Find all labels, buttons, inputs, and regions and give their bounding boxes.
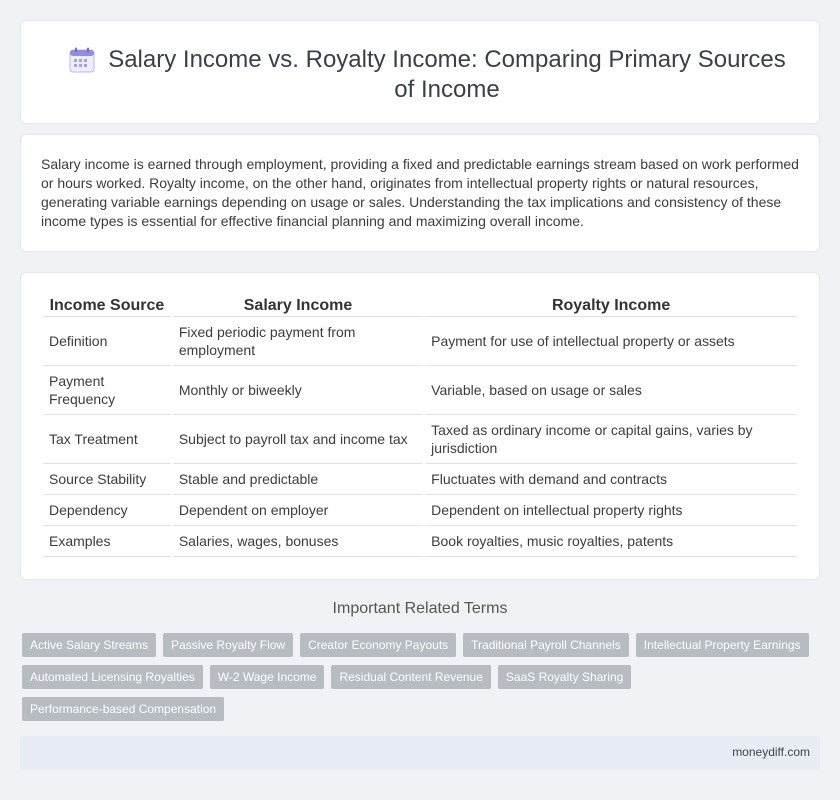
page-title: Salary Income vs. Royalty Income: Comparing Primary Sources of Income	[108, 46, 786, 103]
row-label: Tax Treatment	[43, 415, 171, 464]
related-term-tag[interactable]: Active Salary Streams	[22, 633, 156, 657]
intro-card	[20, 134, 820, 252]
row-label: Definition	[43, 317, 171, 366]
related-terms-list	[22, 633, 822, 729]
royalty-cell: Variable, based on usage or sales	[425, 366, 797, 415]
row-label: Payment Frequency	[43, 366, 171, 415]
related-term-tag[interactable]: Traditional Payroll Channels	[463, 633, 629, 657]
related-term-tag[interactable]: Creator Economy Payouts	[300, 633, 456, 657]
table-row	[43, 317, 797, 366]
table-row	[43, 495, 797, 526]
related-terms-heading: Important Related Terms	[332, 600, 508, 617]
row-label: Dependency	[43, 495, 171, 526]
header-royalty-income: Royalty Income	[425, 295, 797, 317]
table-row	[43, 526, 797, 557]
salary-cell: Stable and predictable	[173, 464, 423, 495]
site-name[interactable]: moneydiff.com	[732, 745, 810, 759]
related-term-tag[interactable]: Intellectual Property Earnings	[636, 633, 809, 657]
salary-cell: Dependent on employer	[173, 495, 423, 526]
footer	[20, 736, 820, 770]
royalty-cell: Dependent on intellectual property rights	[425, 495, 797, 526]
royalty-cell: Book royalties, music royalties, patents	[425, 526, 797, 557]
salary-cell: Fixed periodic payment from employment	[173, 317, 423, 366]
related-term-tag[interactable]: Passive Royalty Flow	[163, 633, 293, 657]
salary-cell: Salaries, wages, bonuses	[173, 526, 423, 557]
royalty-cell: Fluctuates with demand and contracts	[425, 464, 797, 495]
table-row	[43, 464, 797, 495]
royalty-cell: Payment for use of intellectual property or assets	[425, 317, 797, 366]
comparison-card	[20, 272, 820, 580]
table-header-row	[43, 295, 797, 317]
row-label: Source Stability	[43, 464, 171, 495]
salary-cell: Monthly or biweekly	[173, 366, 423, 415]
related-term-tag[interactable]: W-2 Wage Income	[210, 665, 325, 689]
calendar-icon	[69, 47, 95, 73]
title-card	[20, 20, 820, 124]
table-row	[43, 415, 797, 464]
salary-cell: Subject to payroll tax and income tax	[173, 415, 423, 464]
header-salary-income: Salary Income	[173, 295, 423, 317]
row-label: Examples	[43, 526, 171, 557]
intro-paragraph: Salary income is earned through employment, providing a fixed and predictable earnings stream based on work performed or hours worked. Royalty income, on the other hand, originates from intellectual property rights or natural resources, generating variable earnings depending on usage or sales. Understanding the tax implications and consistency of these income types is essential for effective financial planning and maximizing overall income.	[41, 156, 799, 229]
related-term-tag[interactable]: Automated Licensing Royalties	[22, 665, 203, 689]
header-income-source: Income Source	[43, 295, 171, 317]
related-term-tag[interactable]: SaaS Royalty Sharing	[498, 665, 631, 689]
royalty-cell: Taxed as ordinary income or capital gains, varies by jurisdiction	[425, 415, 797, 464]
related-term-tag[interactable]: Residual Content Revenue	[331, 665, 490, 689]
related-term-tag[interactable]: Performance-based Compensation	[22, 697, 224, 721]
table-row	[43, 366, 797, 415]
comparison-table	[41, 295, 799, 557]
